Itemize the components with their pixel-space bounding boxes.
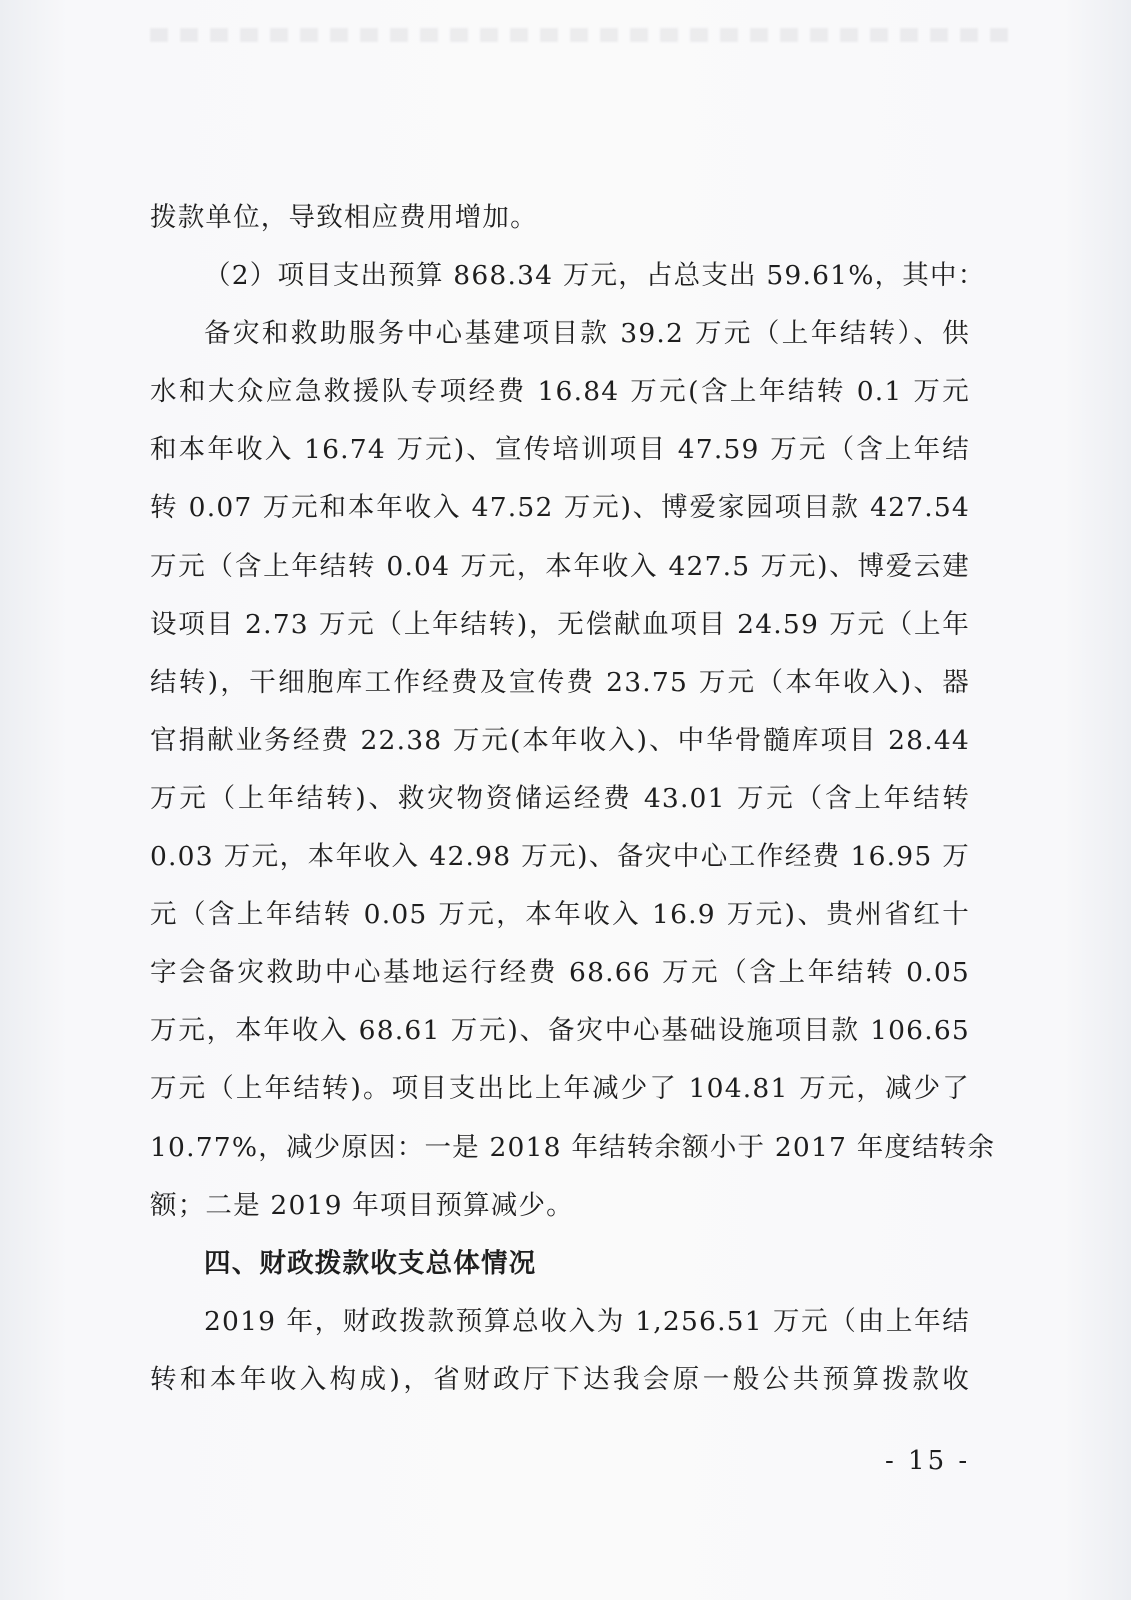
text-line: 万元（上年结转)。项目支出比上年减少了 104.81 万元，减少了 bbox=[150, 1073, 970, 1105]
body-text bbox=[150, 189, 996, 1409]
text-line: 元（含上年结转 0.05 万元，本年收入 16.9 万元)、贵州省红十 bbox=[150, 899, 970, 931]
text-line: 额；二是 2019 年项目预算减少。 bbox=[150, 1189, 574, 1221]
text-line: 10.77%，减少原因：一是 2018 年结转余额小于 2017 年度结转余 bbox=[150, 1131, 996, 1163]
page-number: - 15 - bbox=[885, 1446, 971, 1476]
text-line: （2）项目支出预算 868.34 万元，占总支出 59.61%，其中： bbox=[204, 260, 986, 292]
text-line: 0.03 万元，本年收入 42.98 万元)、备灾中心工作经费 16.95 万 bbox=[150, 841, 970, 873]
text-line: 万元（上年结转)、救灾物资储运经费 43.01 万元（含上年结转 bbox=[150, 782, 970, 814]
scan-artifact bbox=[150, 28, 1010, 42]
text-line: 设项目 2.73 万元（上年结转)，无偿献血项目 24.59 万元（上年 bbox=[150, 608, 970, 640]
section-heading: 四、财政拨款收支总体情况 bbox=[204, 1247, 537, 1279]
text-line: 2019 年，财政拨款预算总收入为 1,256.51 万元（由上年结 bbox=[204, 1305, 970, 1337]
text-line: 水和大众应急救援队专项经费 16.84 万元(含上年结转 0.1 万元 bbox=[150, 376, 970, 408]
text-line: 字会备灾救助中心基地运行经费 68.66 万元（含上年结转 0.05 bbox=[150, 957, 970, 989]
text-line: 官捐献业务经费 22.38 万元(本年收入)、中华骨髓库项目 28.44 bbox=[150, 724, 970, 756]
text-line: 转和本年收入构成)，省财政厅下达我会原一般公共预算拨款收 bbox=[150, 1363, 970, 1395]
text-line: 和本年收入 16.74 万元)、宣传培训项目 47.59 万元（含上年结 bbox=[150, 434, 970, 466]
text-line: 结转)，干细胞库工作经费及宣传费 23.75 万元（本年收入)、器 bbox=[150, 666, 970, 698]
text-line: 转 0.07 万元和本年收入 47.52 万元)、博爱家园项目款 427.54 bbox=[150, 492, 970, 524]
text-line: 万元，本年收入 68.61 万元)、备灾中心基础设施项目款 106.65 bbox=[150, 1015, 970, 1047]
text-line: 备灾和救助服务中心基建项目款 39.2 万元（上年结转）、供 bbox=[204, 318, 970, 350]
text-line: 拨款单位，导致相应费用增加。 bbox=[150, 202, 538, 233]
text-line: 万元（含上年结转 0.04 万元，本年收入 427.5 万元)、博爱云建 bbox=[150, 550, 970, 582]
